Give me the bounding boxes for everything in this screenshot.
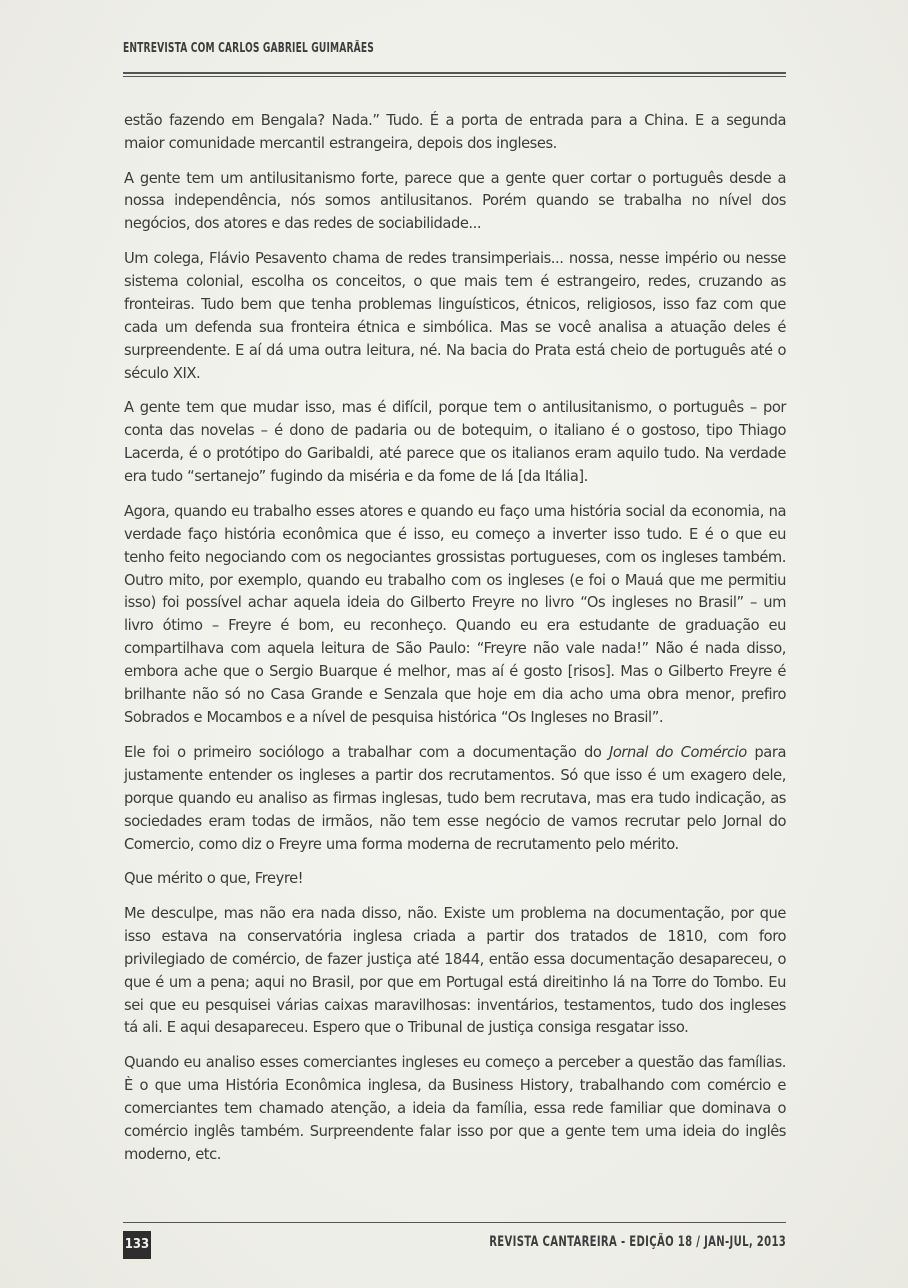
paragraph-4: A gente tem que mudar isso, mas é difícil, porque tem o antilusitanismo, o português – por conta das novelas – é dono de padaria ou de botequim, o italiano é o gostoso, tipo Thiago Lacerda, é o protótipo do Garibaldi, até parece que os italianos eram aquilo tudo. Na verdade era tudo “sertanejo” fugindo da miséria e da fome de lá [da Itália].	[124, 399, 786, 486]
paragraph-8: Me desculpe, mas não era nada disso, não. Existe um problema na documentação, por que isso estava na conservatória inglesa criada a partir dos tratados de 1810, com foro privilegiado de comércio, de fazer justiça até 1844, então essa documentação desapareceu, o que é um a pena; aqui no Brasil, por que em Portugal está direitinho lá na Torre do Tombo. Eu sei que eu pesquisei várias caixas maravilhosas: inventários, testamentos, tudo dos ingleses tá ali. E aqui desapareceu. Espero que o Tribunal de justiça consiga resgatar isso.	[124, 904, 786, 1037]
article-body	[124, 110, 786, 1178]
journal-title-italic: Jornal do Comércio	[608, 743, 747, 761]
page-footer	[123, 1222, 786, 1252]
paragraph-5: Agora, quando eu trabalho esses atores e quando eu faço uma história social da economia, na verdade faço história econômica que é isso, eu começo a inverter isso tudo. E é o que eu tenho feito negociando com os negociantes grossistas portugueses, com os ingleses também. Outro mito, por exemplo, quando eu trabalho com os ingleses (e foi o Mauá que me permitiu isso) foi possível achar aquela ideia do Gilberto Freyre no livro “Os ingleses no Brasil” – um livro ótimo – Freyre é bom, eu reconheço. Quando eu era estudante de graduação eu compartilhava com aquela leitura de São Paulo: “Freyre não vale nada!” Não é nada disso, embora ache que o Sergio Buarque é melhor, mas aí é gosto [risos]. Mas o Gilberto Freyre é brilhante não só no Casa Grande e Senzala que hoje em dia acho uma obra menor, prefiro Sobrados e Mocambos e a nível de pesquisa histórica “Os Ingleses no Brasil”.	[124, 502, 786, 727]
running-header-title: ENTREVISTA COM CARLOS GABRIEL GUIMARÃES	[123, 41, 375, 56]
page-header	[123, 40, 786, 77]
footer-rule	[123, 1222, 786, 1223]
paragraph-6	[124, 742, 786, 857]
paragraph-2: A gente tem um antilusitanismo forte, parece que a gente quer cortar o português desde a nossa independência, nós somos antilusitanos. Porém quando se trabalha no nível dos negócios, dos atores e das redes de sociabilidade...	[124, 169, 786, 233]
paragraph-1: estão fazendo em Bengala? Nada.” Tudo. É a porta de entrada para a China. E a segunda maior comunidade mercantil estrangeira, depois dos ingleses.	[124, 112, 786, 152]
header-double-rule	[123, 72, 786, 77]
paragraph-9: Quando eu analiso esses comerciantes ingleses eu começo a perceber a questão das famílias. È o que uma História Econômica inglesa, da Business History, trabalhando com comércio e comerciantes tem chamado atenção, a ideia da família, essa rede familiar que dominava o comércio inglês também. Surpreendente falar isso por que a gente tem uma ideia do inglês moderno, etc.	[124, 1054, 786, 1163]
page-number-badge: 133	[123, 1231, 151, 1259]
paragraph-6-end: para justamente entender os ingleses a partir dos recrutamentos. Só que isso é um exagero dele, porque quando eu analiso as firmas inglesas, tudo bem recrutava, mas era tudo indicação, as sociedades eram todas de irmãos, não tem esse negócio de vamos recrutar pelo Jornal do Comercio, como diz o Freyre uma forma moderna de recrutamento pelo mérito.	[124, 743, 786, 853]
journal-edition-label: REVISTA CANTAREIRA - EDIÇÃO 18 / JAN-JUL, 2013	[489, 1234, 786, 1250]
paragraph-7: Que mérito o que, Freyre!	[124, 870, 304, 888]
paragraph-3: Um colega, Flávio Pesavento chama de redes transimperiais... nossa, nesse império ou nesse sistema colonial, escolha os conceitos, o que mais tem é estrangeiro, redes, cruzando as fronteiras. Tudo bem que tenha problemas linguísticos, étnicos, religiosos, isso faz com que cada um defenda sua fronteira étnica e simbólica. Mas se você analisa a atuação deles é surpreendente. E aí dá uma outra leitura, né. Na bacia do Prata está cheio de português até o século XIX.	[124, 249, 786, 382]
paragraph-6-start: Ele foi o primeiro sociólogo a trabalhar com a documentação do	[124, 743, 609, 761]
